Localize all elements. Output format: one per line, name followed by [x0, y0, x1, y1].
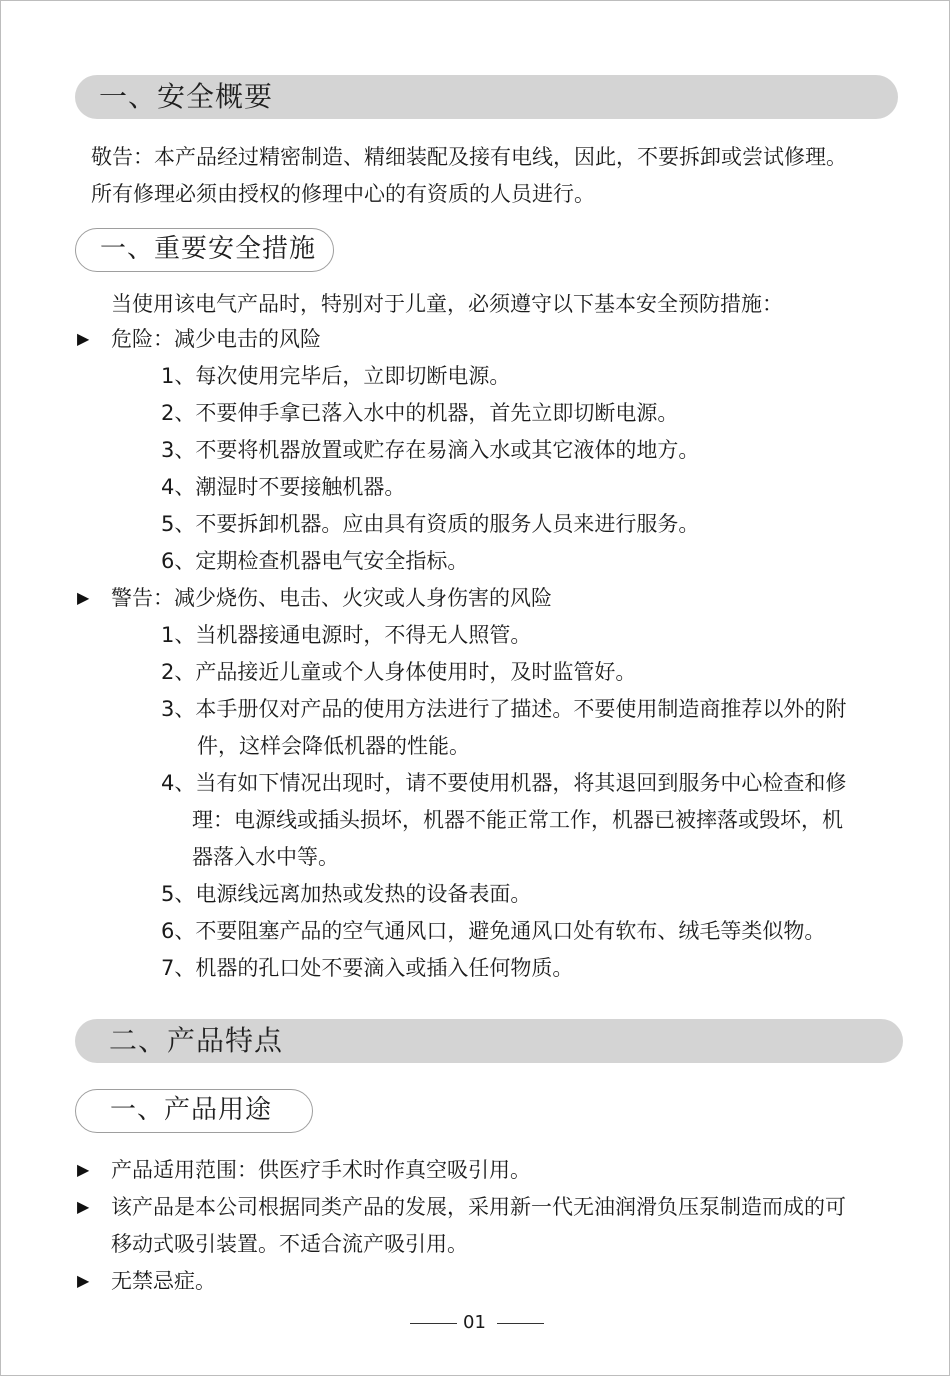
footer-rule-right	[497, 1323, 544, 1324]
page-number: 01	[463, 1312, 486, 1333]
section-header-product-features	[75, 1019, 903, 1063]
sub-header-safety-measures	[75, 228, 334, 272]
caution-item: 3、本手册仅对产品的使用方法进行了描述。不要使用制造商推荐以外的附	[161, 697, 847, 721]
caution-item-continued: 器落入水中等。	[192, 845, 339, 869]
caution-item-continued: 件，这样会降低机器的性能。	[197, 734, 470, 758]
triangle-right-icon: ▶	[77, 1271, 90, 1290]
danger-item: 4、潮湿时不要接触机器。	[161, 475, 406, 499]
sub-header-title: 一、重要安全措施	[100, 234, 317, 264]
danger-item: 2、不要伸手拿已落入水中的机器，首先立即切断电源。	[161, 401, 679, 425]
sub-header-title: 一、产品用途	[110, 1095, 273, 1125]
triangle-right-icon: ▶	[77, 1160, 90, 1179]
usage-bullet: 产品适用范围：供医疗手术时作真空吸引用。	[111, 1158, 531, 1182]
intro-text: 当使用该电气产品时，特别对于儿童，必须遵守以下基本安全预防措施：	[111, 292, 783, 316]
danger-item: 6、定期检查机器电气安全指标。	[161, 549, 469, 573]
warning-text-line2: 所有修理必须由授权的修理中心的有资质的人员进行。	[91, 182, 595, 206]
caution-item: 7、机器的孔口处不要滴入或插入任何物质。	[161, 956, 574, 980]
warning-text-line1: 敬告：本产品经过精密制造、精细装配及接有电线，因此，不要拆卸或尝试修理。	[91, 145, 847, 169]
triangle-right-icon: ▶	[77, 588, 90, 607]
triangle-right-icon: ▶	[77, 1197, 90, 1216]
section-title: 一、安全概要	[99, 80, 274, 113]
caution-label: 警告：减少烧伤、电击、火灾或人身伤害的风险	[111, 586, 552, 610]
danger-item: 1、每次使用完毕后，立即切断电源。	[161, 364, 511, 388]
danger-item: 5、不要拆卸机器。应由具有资质的服务人员来进行服务。	[161, 512, 700, 536]
usage-bullet: 无禁忌症。	[111, 1269, 216, 1293]
section-title: 二、产品特点	[109, 1024, 284, 1057]
usage-bullet-continued: 移动式吸引装置。不适合流产吸引用。	[111, 1232, 468, 1256]
caution-item: 6、不要阻塞产品的空气通风口，避免通风口处有软布、绒毛等类似物。	[161, 919, 826, 943]
caution-item: 4、当有如下情况出现时，请不要使用机器，将其退回到服务中心检查和修	[161, 771, 847, 795]
caution-item: 1、当机器接通电源时，不得无人照管。	[161, 623, 532, 647]
caution-item: 5、电源线远离加热或发热的设备表面。	[161, 882, 532, 906]
footer-rule-left	[410, 1323, 457, 1324]
section-header-safety-summary	[75, 75, 898, 119]
danger-item: 3、不要将机器放置或贮存在易滴入水或其它液体的地方。	[161, 438, 700, 462]
triangle-right-icon: ▶	[77, 329, 90, 348]
danger-label: 危险：减少电击的风险	[111, 327, 321, 351]
sub-header-product-usage	[75, 1089, 313, 1133]
usage-bullet: 该产品是本公司根据同类产品的发展，采用新一代无油润滑负压泵制造而成的可	[111, 1195, 846, 1219]
caution-item-continued: 理：电源线或插头损坏，机器不能正常工作，机器已被摔落或毁坏，机	[192, 808, 843, 832]
caution-item: 2、产品接近儿童或个人身体使用时，及时监管好。	[161, 660, 637, 684]
